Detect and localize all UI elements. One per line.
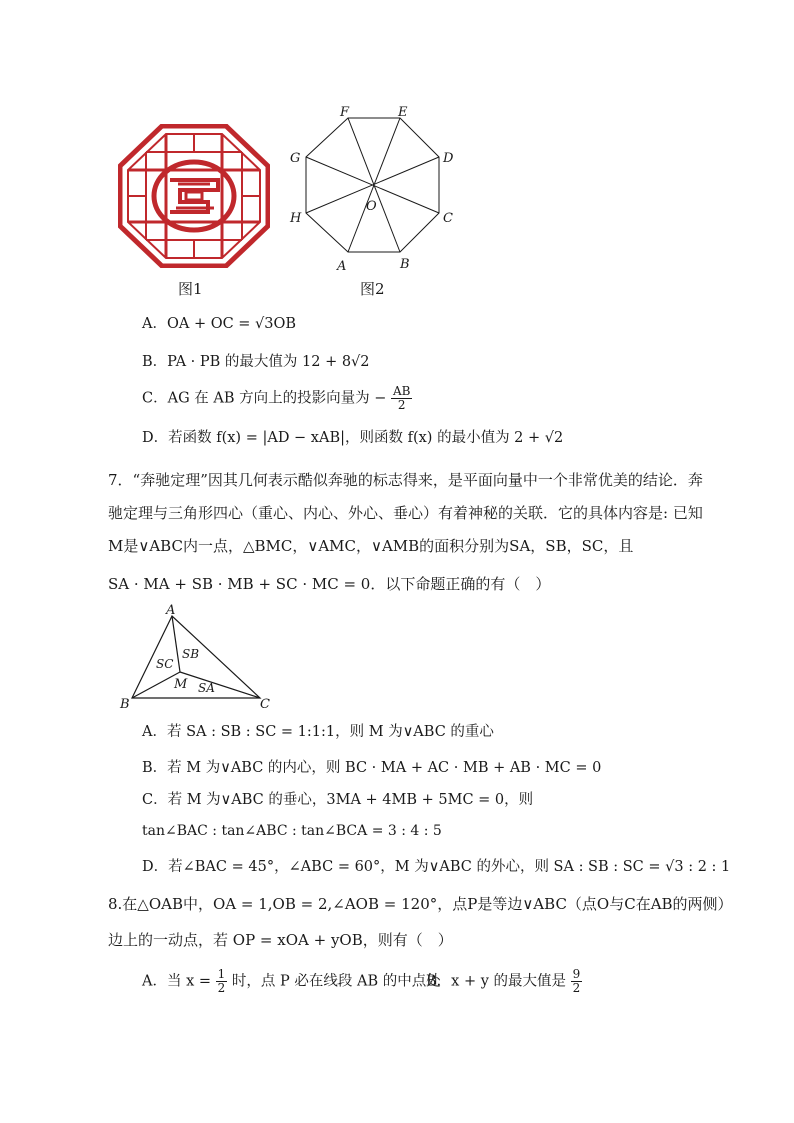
q6-option-b: B．PA · PB 的最大值为 12 + 8√2 (142, 354, 370, 370)
label-E: E (398, 105, 408, 120)
label-H: H (290, 211, 302, 226)
q7-label-A: A (166, 603, 176, 618)
q7-option-c-line-2: tan∠BAC : tan∠ABC : tan∠BCA = 3 : 4 : 5 (142, 823, 442, 839)
q6-option-a: A．OA + OC = √3OB (142, 316, 297, 332)
q6-option-c-fraction (391, 385, 412, 412)
q7-option-d: D．若∠BAC = 45°，∠ABC = 60°，M 为∨ABC 的外心，则 SA : SB : SC = √3 : 2 : 1 (142, 859, 731, 875)
q8-option-b (426, 968, 582, 995)
figure-1-caption: 图1 (178, 280, 203, 298)
q8-option-a-fraction (216, 968, 228, 995)
q7-label-SC: SC (156, 657, 174, 671)
q6-option-c-denominator: 2 (397, 398, 406, 412)
q6-option-c (142, 385, 412, 412)
q8-option-b-prefix: B．x + y 的最大值是 (426, 973, 567, 990)
label-B: B (400, 257, 410, 272)
q8-line-2: 边上的一动点，若 OP = xOA + yOB，则有（ ） (108, 931, 453, 949)
label-C: C (443, 211, 453, 226)
q7-line-4: SA · MA + SB · MB + SC · MC = 0．以下命题正确的有（ ） (108, 575, 551, 593)
q8-option-a-prefix: A．当 x = (142, 973, 212, 990)
label-A: A (337, 259, 347, 274)
q8-option-b-denominator: 2 (572, 981, 581, 995)
q8-line-1: 8.在△OAB中，OA = 1,OB = 2,∠AOB = 120°，点P是等边∨ABC（点O与C在AB的两侧） (108, 895, 733, 913)
q7-label-SA: SA (198, 681, 215, 695)
q7-line-3: M是∨ABC内一点，△BMC，∨AMC，∨AMB的面积分别为SA，SB，SC，且 (108, 537, 634, 555)
q7-label-SB: SB (182, 647, 200, 661)
q8-option-a (142, 968, 441, 995)
label-D: D (443, 151, 454, 166)
q6-option-c-numerator: AB (392, 384, 411, 398)
q7-line-1: 7．“奔驰定理”因其几何表示酷似奔驰的标志得来，是平面向量中一个非常优美的结论．奔 (108, 471, 703, 489)
q8-option-b-fraction (571, 968, 583, 995)
q7-line-2: 驰定理与三角形四心（重心、内心、外心、垂心）有着神秘的关联．它的具体内容是: 已知 (108, 504, 703, 522)
label-O: O (366, 199, 377, 214)
q7-label-B: B (120, 697, 130, 712)
q6-option-c-text: C．AG 在 AB 方向上的投影向量为 − (142, 390, 387, 407)
q8-option-a-numerator: 1 (217, 967, 226, 981)
q7-label-M: M (174, 677, 188, 692)
q8-option-a-suffix: 时，点 P 必在线段 AB 的中点处 (231, 973, 441, 990)
q8-option-a-denominator: 2 (217, 981, 226, 995)
q7-option-a: A．若 SA : SB : SC = 1:1:1，则 M 为∨ABC 的重心 (142, 724, 494, 740)
figure-1-lattice-octagon (118, 124, 270, 268)
q8-option-b-numerator: 9 (572, 967, 581, 981)
figure-2-caption: 图2 (360, 280, 385, 298)
q7-option-b: B．若 M 为∨ABC 的内心，则 BC · MA + AC · MB + AB · MC = 0 (142, 760, 602, 776)
figure-2-octagon-diagram (282, 100, 472, 276)
q7-label-C: C (260, 697, 270, 712)
label-F: F (340, 105, 350, 120)
q7-option-c-line-1: C．若 M 为∨ABC 的垂心，3MA + 4MB + 5MC = 0，则 (142, 792, 534, 808)
label-G: G (290, 151, 301, 166)
q7-triangle-figure (112, 602, 282, 712)
q6-option-d: D．若函数 f(x) = |AD − xAB|，则函数 f(x) 的最小值为 2 + √2 (142, 430, 564, 446)
